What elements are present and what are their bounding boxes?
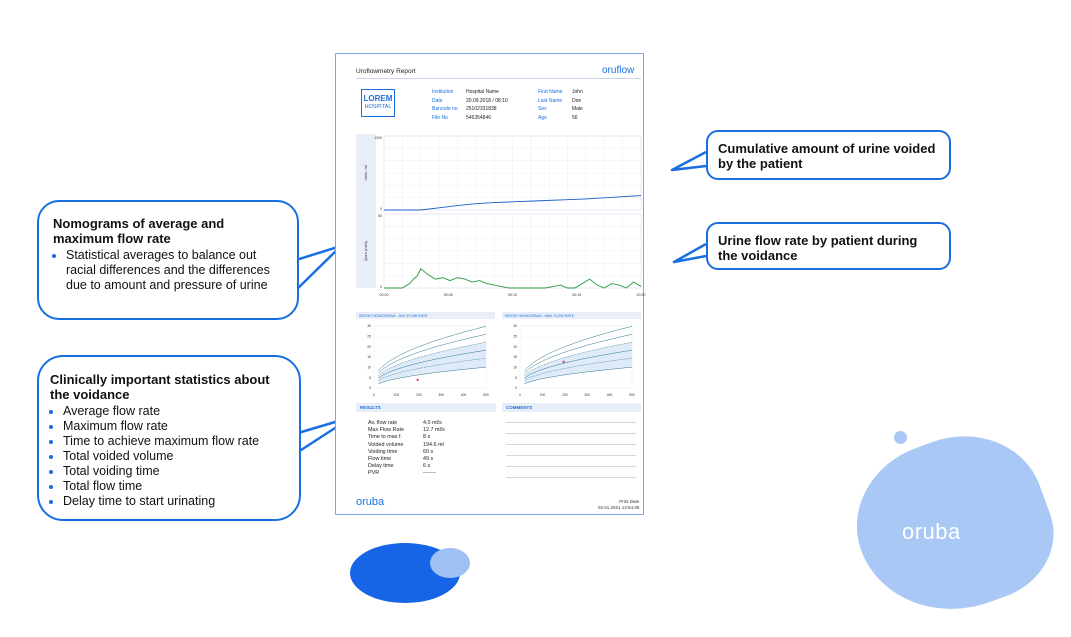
y-tick-label: 0 (369, 386, 371, 391)
x-tick-label: 0 (373, 393, 375, 397)
y-axis-label: Vmic. ml (363, 165, 368, 181)
nomogram-title: SIROKY NOMOGRAM - AVG FLOW RATE (359, 314, 428, 318)
x-tick-label: 500 (483, 393, 489, 397)
result-row: Voided volume 194.6 ml (368, 441, 444, 448)
x-tick-label: 0 (519, 393, 521, 397)
list-item: • Total voiding time (63, 464, 288, 479)
x-tick-label: 500 (629, 393, 635, 397)
callout-title: Urine flow rate by patient during the voidance (718, 233, 918, 263)
patient-point (563, 361, 565, 363)
y-tick-label: 1000 (374, 136, 382, 140)
y-axis-label: Qura (ml/s) (363, 241, 368, 261)
hospital-logo-line2: HOSPITAL (364, 104, 392, 110)
x-tick-label: 00:00 (379, 293, 389, 297)
comment-line (506, 433, 636, 434)
comments-header: COMMENTS (502, 403, 641, 412)
y-tick-label: 5 (369, 375, 371, 380)
chart-axis-band (356, 134, 376, 288)
y-tick-label: 20 (367, 344, 371, 349)
patient-info-left (432, 88, 508, 123)
patient-info-right (538, 88, 583, 123)
info-row: Last Name Doe (538, 97, 582, 104)
print-date: Print Date 02.01.2021 13:54:38 (598, 499, 640, 510)
callout-statistics (37, 355, 301, 521)
info-row: Date 20.09.2018 / 08:10 (432, 97, 508, 104)
info-row: Barcode no 25102331838 (432, 106, 497, 113)
comment-line (506, 477, 636, 478)
info-row: First Name John (538, 89, 583, 95)
callout-title: Clinically important statistics about the voidance (50, 372, 270, 402)
y-tick-label: 10 (513, 365, 517, 370)
list-item: • Average flow rate (63, 404, 288, 419)
y-tick-label: 0 (380, 207, 382, 211)
list-item: • Time to achieve maximum flow rate (63, 434, 288, 449)
x-tick-label: 400 (606, 393, 613, 397)
hospital-logo-line1: LOREM (363, 94, 393, 103)
patient-point (417, 379, 419, 381)
uroflowmetry-report (335, 53, 644, 515)
result-row: PVR ------- (368, 470, 436, 477)
y-tick-label: 25 (513, 334, 517, 339)
nomogram-title: SIROKY NOMOGRAM - MAX FLOW RATE (505, 314, 575, 318)
x-tick-label: 200 (561, 393, 568, 397)
volume-flow-chart (356, 134, 646, 299)
y-tick-label: 5 (515, 375, 517, 380)
comment-line (506, 444, 636, 445)
y-tick-label: 10 (367, 365, 371, 370)
callout-title: Nomograms of average and maximum flow rate (53, 216, 225, 246)
x-tick-label: 00:05 (443, 293, 453, 297)
x-tick-label: 00:20 (636, 293, 646, 297)
callout-list (53, 248, 283, 293)
comment-line (506, 466, 636, 467)
x-tick-label: 100 (539, 393, 546, 397)
comment-line (506, 455, 636, 456)
list-item: • Total voided volume (63, 449, 288, 464)
x-tick-label: 300 (438, 393, 445, 397)
y-tick-label: 30 (513, 324, 517, 329)
info-row: Institution Hospital Name (432, 89, 499, 95)
x-tick-label: 400 (460, 393, 467, 397)
result-row: Time to max f. 8 s (368, 434, 431, 441)
list-item: • Statistical averages to balance out racial differences and the differences due to amount and pressure of urine (66, 248, 283, 293)
list-item: • Total flow time (63, 479, 288, 494)
comment-line (506, 422, 636, 423)
results-table (368, 420, 445, 478)
x-tick-label: 00:15 (572, 293, 582, 297)
decor-blob-bottom-light (430, 548, 470, 578)
info-row: Age 56 (538, 115, 578, 122)
y-tick-label: 50 (378, 214, 382, 218)
info-row: Sex Male (538, 106, 583, 113)
callout-list (50, 404, 288, 509)
slide-brand-logo: oruba (902, 519, 961, 544)
x-tick-label: 300 (584, 393, 591, 397)
y-tick-label: 0 (380, 285, 382, 289)
callout-title: Cumulative amount of urine voided by the patient (718, 141, 936, 171)
callout-nomograms (37, 200, 299, 320)
result-row: Voiding time 60 s (368, 448, 434, 455)
info-row: File No 546354846 (432, 115, 492, 122)
x-tick-label: 00:10 (508, 293, 517, 297)
y-tick-label: 25 (367, 334, 371, 339)
result-row: Delay time 6 s (368, 463, 431, 470)
y-tick-label: 30 (367, 324, 371, 329)
y-tick-label: 15 (367, 355, 371, 360)
decor-dot (894, 431, 907, 444)
callout-cumulative-volume (706, 130, 951, 180)
list-item: • Maximum flow rate (63, 419, 288, 434)
report-title: Uroflowmetry Report (356, 68, 416, 75)
report-brand-logo: oruflow (602, 65, 635, 76)
results-header: RESULTS (356, 403, 496, 412)
x-tick-label: 200 (415, 393, 422, 397)
list-item: • Delay time to start urinating (63, 494, 288, 509)
result-row: Av. flow rate 4.0 ml/s (368, 420, 442, 426)
siroky-nomograms (356, 312, 641, 400)
hospital-logo (361, 89, 395, 117)
y-tick-label: 0 (515, 386, 517, 391)
y-tick-label: 20 (513, 344, 517, 349)
report-header-divider (356, 78, 641, 79)
report-footer-logo: oruba (356, 496, 385, 508)
result-row: Flow time 49 s (368, 456, 434, 463)
callout-flow-rate (706, 222, 951, 270)
x-tick-label: 100 (393, 393, 400, 397)
result-row: Max Flow Rate 12.7 ml/s (368, 427, 445, 434)
y-tick-label: 15 (513, 355, 517, 360)
